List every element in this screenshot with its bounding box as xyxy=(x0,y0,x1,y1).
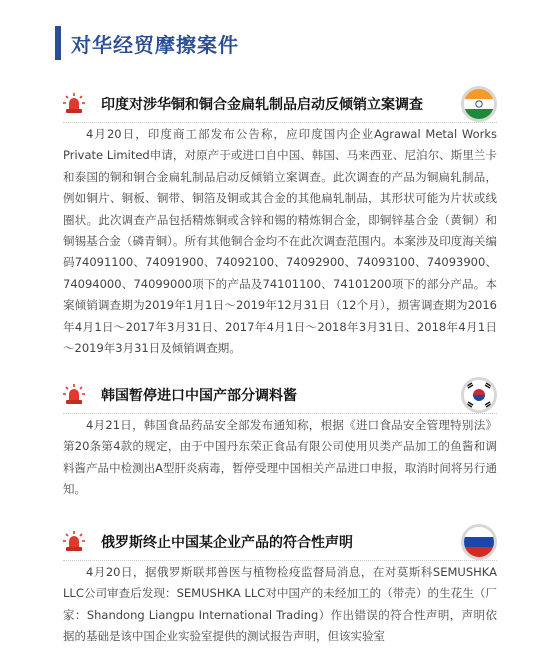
case-section-india xyxy=(0,86,553,356)
case-heading xyxy=(0,86,553,122)
alarm-light-icon xyxy=(63,92,85,116)
case-body: 4月20日，印度商工部发布公告称，应印度国内企业Agrawal Metal Works Private Limited申请，对原产于或进口自中国、韩国、马来西亚、尼泊尔、斯里兰卡和泰国的铜和铜合金扁轧制品启动反倾销立案调查。此次调查的产品为铜扁轧制品，例如铜片、铜板、铜带、铜箔及铜或其合金的其他扁轧制品，其形状可能为片状或线圈状。此次调查产品包括精炼铜或含锌和锡的精炼铜合金，即铜锌基合金（黄铜）和铜锡基合金（磷青铜）。所有其他铜合金均不在此次调查范围内。本案涉及印度海关编码74091100、74091900、74092100、74092900、74093100、74093900、74094000、74099000项下的产品及74101100、74101200项下的部分产品。本案倾销调查期为2019年1月1日～2019年12月31日（12个月），损害调查期为2016年4月1日～2017年3月31日、2017年4月1日～2018年3月31日、2018年4月1日～2019年3月31日及倾销调查期。 xyxy=(63,127,497,356)
india-flag-icon xyxy=(461,86,497,122)
case-section-korea xyxy=(0,377,553,497)
case-body: 4月20日，据俄罗斯联邦兽医与植物检疫监督局消息，在对莫斯科SEMUSHKA LLC公司审查后发现：SEMUSHKA LLC对中国产的未经加工的（带壳）的生花生（厂家：Shandong Liangpu International Trading）作出错误的符合性声明，声明依据的基础是该中国企业实验室提供的测试报告声明，但该实验室 xyxy=(63,565,497,644)
alarm-light-icon xyxy=(63,383,85,407)
alarm-light-icon xyxy=(63,530,85,554)
page-title: 对华经贸摩擦案件 xyxy=(71,32,239,57)
case-title: 韩国暂停进口中国产部分调料酱 xyxy=(101,388,297,404)
case-title: 印度对涉华铜和铜合金扁轧制品启动反倾销立案调查 xyxy=(101,97,423,113)
korea-flag-icon xyxy=(461,377,497,413)
russia-flag-icon xyxy=(461,524,497,560)
section-header xyxy=(55,26,239,60)
case-title: 俄罗斯终止中国某企业产品的符合性声明 xyxy=(101,535,353,551)
case-heading xyxy=(0,377,553,413)
case-section-russia xyxy=(0,524,553,644)
case-heading xyxy=(0,524,553,560)
case-body: 4月21日，韩国食品药品安全部发布通知称，根据《进口食品安全管理特别法》第20条第4款的规定，由于中国丹东荣正食品有限公司使用贝类产品加工的鱼酱和调料酱产品中检测出A型肝炎病毒，暂停受理中国相关产品进口申报，取消时间将另行通知。 xyxy=(63,418,497,497)
header-accent-bar xyxy=(55,26,61,60)
